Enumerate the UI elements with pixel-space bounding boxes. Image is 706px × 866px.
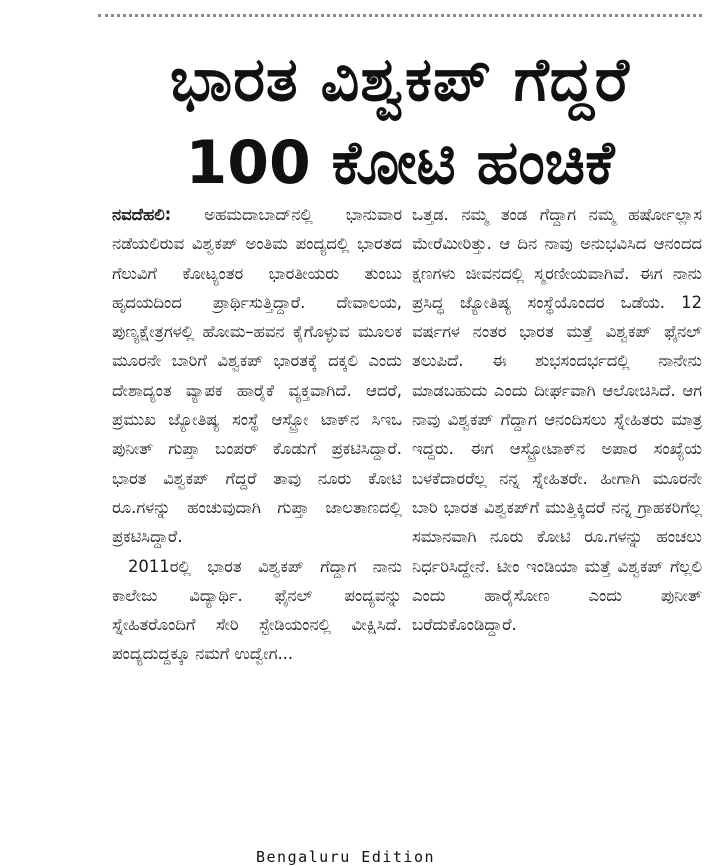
article-body [112, 200, 702, 842]
article-paragraph: ಒತ್ತಡ. ನಮ್ಮ ತಂಡ ಗೆದ್ದಾಗ ನಮ್ಮ ಹರ್ಷೋಲ್ಲಾಸ ಮೇರೆಮೀರಿತ್ತು. ಆ ದಿನ ನಾವು ಅನುಭವಿಸಿದ ಆನಂದದ ಕ್ಷಣಗಳು ಜೀವನದಲ್ಲಿ ಸ್ಮರಣೀಯವಾಗಿವೆ. ಈಗ ನಾನು ಪ್ರಸಿದ್ಧ ಜ್ಯೋತಿಷ್ಯ ಸಂಸ್ಥೆಯೊಂದರ ಒಡೆಯ. 12 ವರ್ಷಗಳ ನಂತರ ಭಾರತ ಮತ್ತೆ ವಿಶ್ವಕಪ್ ಫೈನಲ್ ತಲುಪಿದೆ. ಈ ಶುಭಸಂದರ್ಭದಲ್ಲಿ ನಾನೇನು ಮಾಡಬಹುದು ಎಂದು ದೀರ್ಘವಾಗಿ ಆಲೋಚಿಸಿದೆ. ಆಗ ನಾವು ವಿಶ್ವಕಪ್ ಗೆದ್ದಾಗ ಆನಂದಿಸಲು ಸ್ನೇಹಿತರು ಮಾತ್ರ ಇದ್ದರು. ಈಗ ಆಸ್ಟ್ರೋಟಾಕ್‌ನ ಅಪಾರ ಸಂಖ್ಯೆಯ ಬಳಕೆದಾರರೆಲ್ಲ ನನ್ನ ಸ್ನೇಹಿತರೇ. ಹೀಗಾಗಿ ಮೂರನೇ ಬಾರಿ ಭಾರತ ವಿಶ್ವಕಪ್‌ಗೆ ಮುತ್ತಿಕ್ಕಿದರೆ ನನ್ನ ಗ್ರಾಹಕರಿಗೆಲ್ಲ ಸಮಾನವಾಗಿ ನೂರು ಕೋಟಿ ರೂ.ಗಳನ್ನು ಹಂಚಲು ನಿರ್ಧರಿಸಿದ್ದೇನೆ. ಟೀಂ ಇಂಡಿಯಾ ಮತ್ತೆ ವಿಶ್ವಕಪ್ ಗೆಲ್ಲಲಿ ಎಂದು ಹಾರೈಸೋಣ ಎಂದು ಪುನೀತ್ ಬರೆದುಕೊಂಡಿದ್ದಾರೆ. [412, 205, 702, 635]
dotted-divider [98, 14, 702, 17]
article-column-right [412, 200, 702, 842]
article-paragraph [112, 200, 402, 552]
edition-label: Bengaluru Edition [256, 848, 436, 866]
article-paragraph: 2011ರಲ್ಲಿ ಭಾರತ ವಿಶ್ವಕಪ್ ಗೆದ್ದಾಗ ನಾನು ಕಾಲೇಜು ವಿದ್ಯಾರ್ಥಿ. ಫೈನಲ್ ಪಂದ್ಯವನ್ನು ಸ್ನೇಹಿತರೊಂದಿಗೆ ಸೇರಿ ಸ್ಟೇಡಿಯಂನಲ್ಲಿ ವೀಕ್ಷಿಸಿದೆ. ಪಂದ್ಯದುದ್ದಕ್ಕೂ ನಮಗೆ ಉದ್ವೇಗ... [112, 556, 402, 664]
dateline: ನವದೆಹಲಿ: [112, 205, 172, 224]
headline-line-2: 100 ಕೋಟಿ ಹಂಚಿಕೆ [185, 128, 615, 198]
headline-line-1: ಭಾರತ ವಿಶ್ವಕಪ್ ಗೆದ್ದರೆ [170, 45, 630, 115]
paragraph-text: ಅಹಮದಾಬಾದ್‌ನಲ್ಲಿ ಭಾನುವಾರ ನಡೆಯಲಿರುವ ವಿಶ್ವಕಪ್ ಅಂತಿಮ ಪಂದ್ಯದಲ್ಲಿ ಭಾರತದ ಗೆಲುವಿಗೆ ಕೋಟ್ಯಂತರ ಭಾರತೀಯರು ತುಂಬು ಹೃದಯದಿಂದ ಪ್ರಾರ್ಥಿಸುತ್ತಿದ್ದಾರೆ. ದೇವಾಲಯ, ಪುಣ್ಯಕ್ಷೇತ್ರಗಳಲ್ಲಿ ಹೋಮ–ಹವನ ಕೈಗೊಳ್ಳುವ ಮೂಲಕ ಮೂರನೇ ಬಾರಿಗೆ ವಿಶ್ವಕಪ್ ಭಾರತಕ್ಕೆ ದಕ್ಕಲಿ ಎಂದು ದೇಶಾದ್ಯಂತ ವ್ಯಾಪಕ ಹಾರೈಕೆ ವ್ಯಕ್ತವಾಗಿದೆ. ಆದರೆ, ಪ್ರಮುಖ ಜ್ಯೋತಿಷ್ಯ ಸಂಸ್ಥೆ ಆಸ್ಟ್ರೋ ಟಾಕ್‌ನ ಸಿಇಒ ಪುನೀತ್ ಗುಪ್ತಾ ಬಂಪರ್ ಕೊಡುಗೆ ಪ್ರಕಟಿಸಿದ್ದಾರೆ. ಭಾರತ ವಿಶ್ವಕಪ್ ಗೆದ್ದರೆ ತಾವು ನೂರು ಕೋಟಿ ರೂ.ಗಳನ್ನು ಹಂಚುವುದಾಗಿ ಗುಪ್ತಾ ಜಾಲತಾಣದಲ್ಲಿ ಪ್ರಕಟಿಸಿದ್ದಾರೆ. [112, 205, 402, 547]
article-column-left [112, 200, 402, 842]
